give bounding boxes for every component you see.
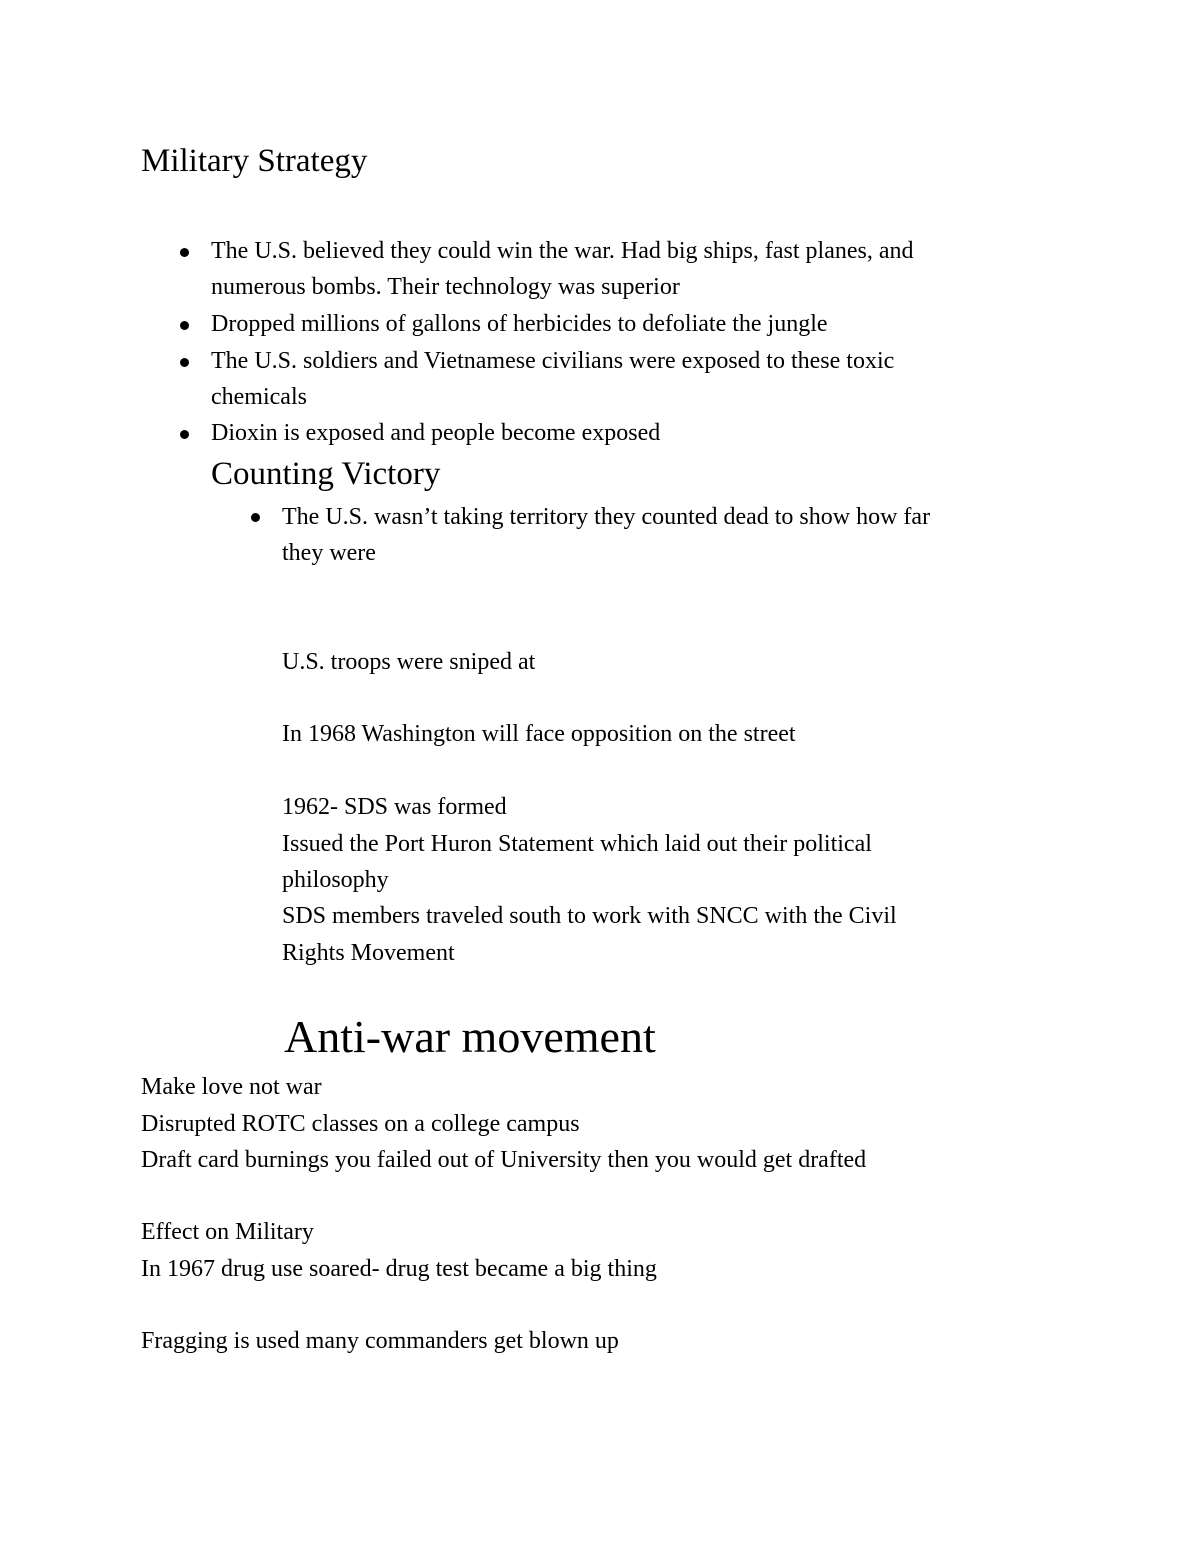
bullet-icon <box>180 321 189 330</box>
bullet-icon <box>251 513 260 522</box>
heading-military-strategy: Military Strategy <box>141 143 368 179</box>
note-sncc: Rights Movement <box>282 940 455 966</box>
list-item-line: numerous bombs. Their technology was superior <box>211 274 680 300</box>
list-item-line: they were <box>282 540 376 566</box>
effect-line: In 1967 drug use soared- drug test became a big thing <box>141 1256 657 1282</box>
note-port-huron: philosophy <box>282 867 389 893</box>
list-item-line: chemicals <box>211 384 307 410</box>
note-sncc: SDS members traveled south to work with SNCC with the Civil <box>282 903 897 929</box>
bullet-icon <box>180 358 189 367</box>
heading-counting-victory: Counting Victory <box>211 456 441 492</box>
heading-effect-on-military: Effect on Military <box>141 1219 314 1245</box>
list-item-line: The U.S. wasn’t taking territory they counted dead to show how far <box>282 504 931 530</box>
list-item-line: Dropped millions of gallons of herbicides to defoliate the jungle <box>211 311 828 337</box>
list-item-line: Dioxin is exposed and people become exposed <box>211 420 661 446</box>
bullet-icon <box>180 430 189 439</box>
anti-war-line: Draft card burnings you failed out of University then you would get drafted <box>141 1147 867 1173</box>
note-sniped: U.S. troops were sniped at <box>282 649 536 675</box>
anti-war-line: Disrupted ROTC classes on a college campus <box>141 1111 580 1137</box>
note-washington: In 1968 Washington will face opposition on the street <box>282 721 796 747</box>
list-item-line: The U.S. soldiers and Vietnamese civilians were exposed to these toxic <box>211 348 895 374</box>
note-fragging: Fragging is used many commanders get blown up <box>141 1328 619 1354</box>
note-port-huron: Issued the Port Huron Statement which laid out their political <box>282 831 872 857</box>
anti-war-line: Make love not war <box>141 1074 322 1100</box>
heading-anti-war-movement: Anti-war movement <box>284 1011 656 1062</box>
note-sds-formed: 1962- SDS was formed <box>282 794 507 820</box>
bullet-icon <box>180 248 189 257</box>
list-item-line: The U.S. believed they could win the war. Had big ships, fast planes, and <box>211 238 914 264</box>
